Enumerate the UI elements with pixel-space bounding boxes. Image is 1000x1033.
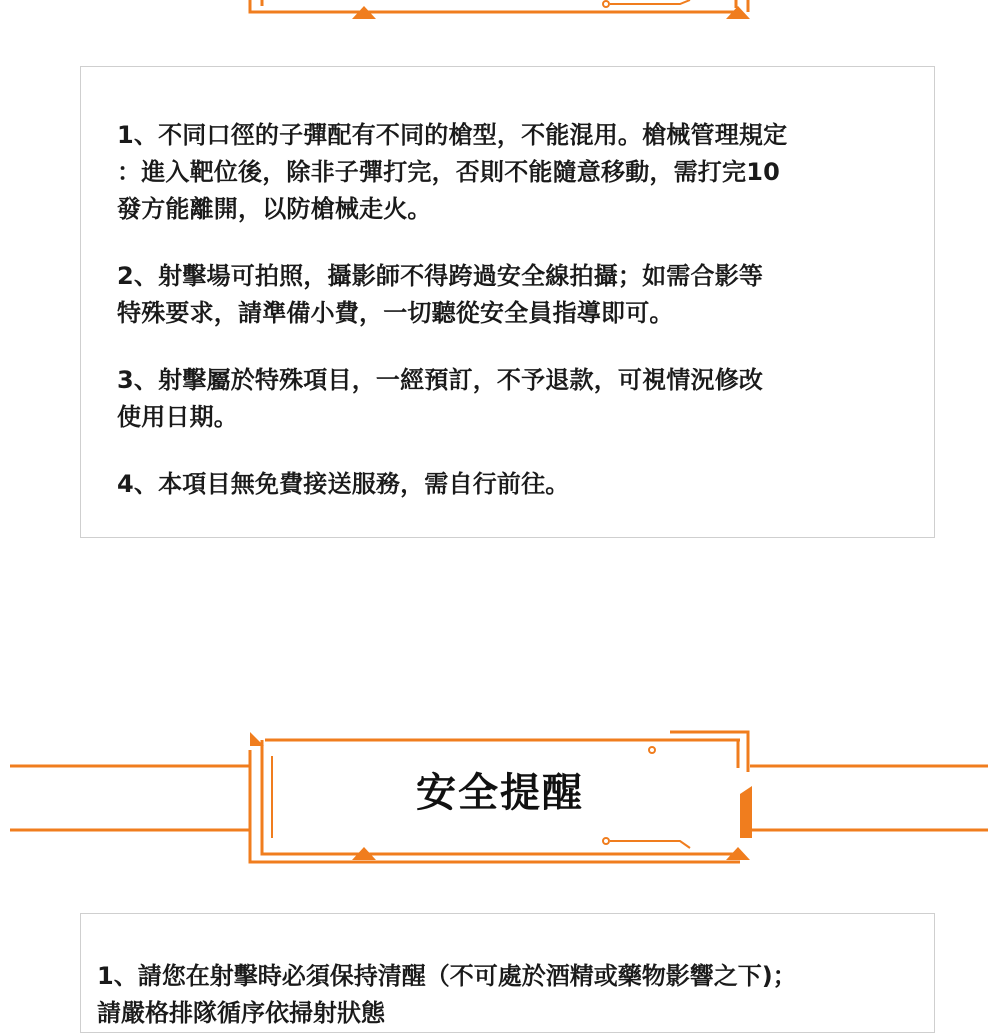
frame-node	[649, 747, 655, 753]
top-header-frame-decoration	[0, 0, 1000, 24]
notes-item: 3、射擊屬於特殊項目，一經預訂，不予退款，可視情況修改 使用日期。	[117, 366, 764, 431]
frame-node	[603, 1, 609, 7]
notes-item: 2、射擊場可拍照，攝影師不得跨過安全線拍攝；如需合影等 特殊要求，請準備小費，一切聽從安全員指導即可。	[117, 262, 764, 327]
safety-section-title: 安全提醒	[416, 770, 584, 816]
notes-item: 1、不同口徑的子彈配有不同的槍型，不能混用。槍械管理規定 ：進入靶位後，除非子彈打完，否則不能隨意移動，需打完10 發方能離開，以防槍械走火。	[117, 121, 788, 223]
frame-corner-flag	[250, 732, 264, 746]
frame-lines	[250, 0, 748, 12]
frame-side-tab	[740, 786, 752, 838]
safety-notice-box	[80, 913, 935, 1033]
safety-item: 1、請您在射擊時必須保持清醒（不可處於酒精或藥物影響之下)； 請嚴格排隊循序依掃射狀態	[97, 962, 797, 1027]
booking-notes-box	[80, 66, 935, 538]
frame-node	[603, 838, 609, 844]
notes-item: 4、本項目無免費接送服務，需自行前往。	[117, 470, 570, 498]
